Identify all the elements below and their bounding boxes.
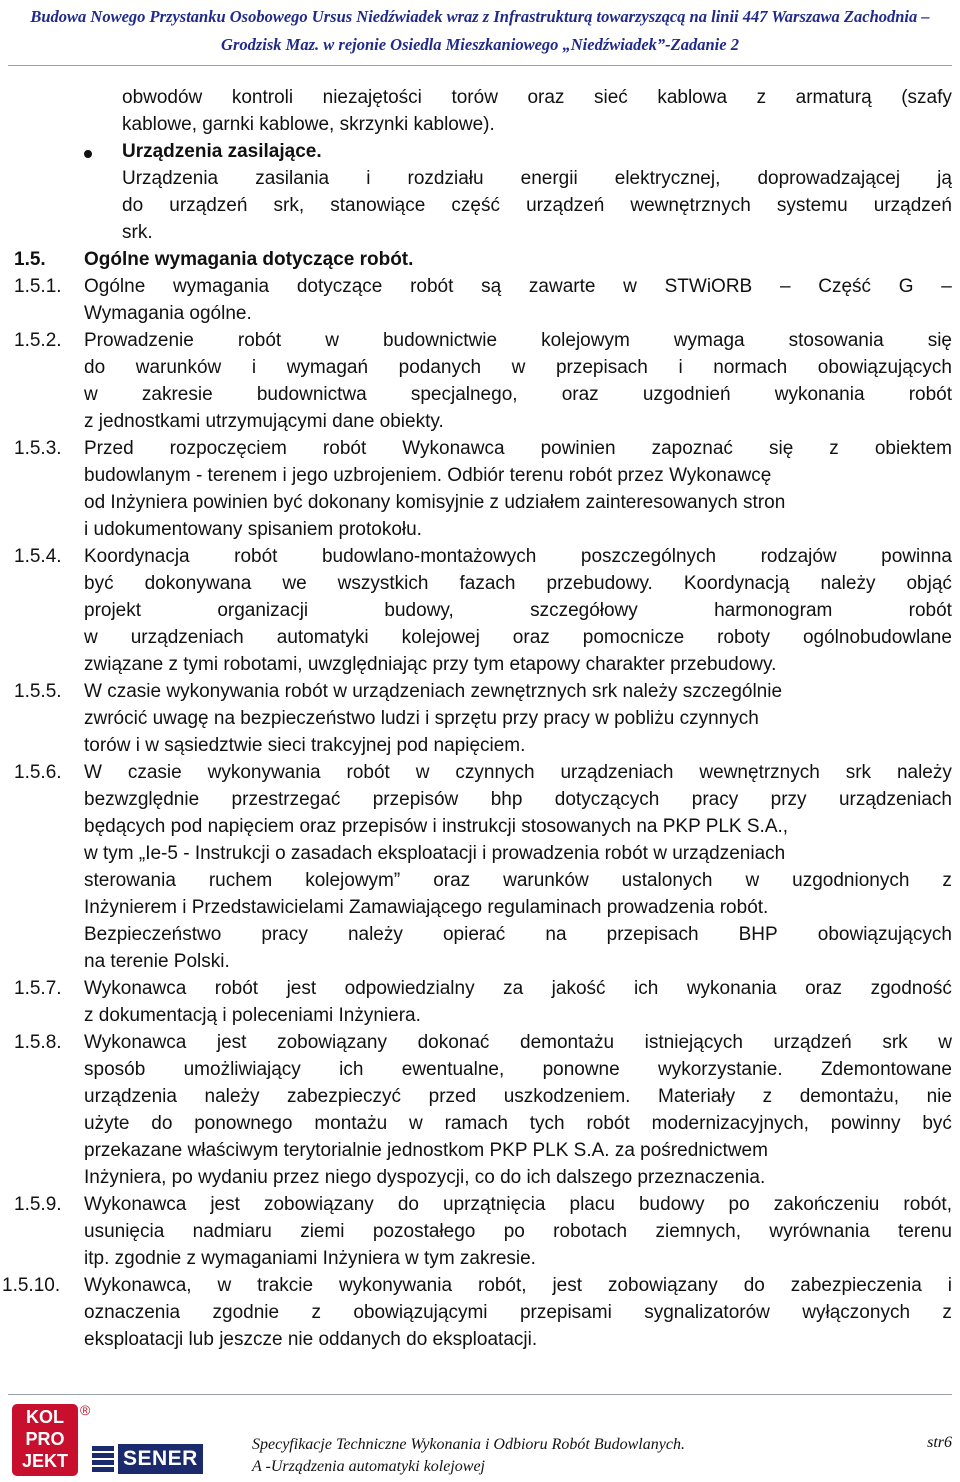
section-number: 1.5.5. — [14, 681, 62, 702]
line-text: Koordynacja robót budowlano-montażowych poszczególnych rodzajów powinna — [84, 546, 952, 567]
section-number: 1.5.6. — [14, 762, 62, 783]
text-line — [0, 1326, 960, 1353]
line-text: bezwzględnie przestrzegać przepisów bhp dotyczących pracy przy urządzeniach — [84, 789, 952, 810]
section-number: 1.5.7. — [14, 978, 62, 999]
text-line — [0, 165, 960, 192]
section-number: 1.5.2. — [14, 330, 62, 351]
line-text: Ogólne wymagania dotyczące robót są zawarte w STWiORB – Część G – — [84, 276, 952, 297]
section-line — [0, 246, 960, 273]
line-text: kablowe, garnki kablowe, skrzynki kablowe). — [122, 114, 495, 135]
footer-divider — [8, 1394, 952, 1395]
text-line — [0, 219, 960, 246]
line-text: srk. — [122, 222, 153, 243]
document-body — [0, 84, 960, 1353]
line-text: Wykonawca robót jest odpowiedzialny za jakość ich wykonania oraz zgodność — [84, 978, 952, 999]
section-line — [0, 678, 960, 705]
text-line — [0, 1164, 960, 1191]
section-number: 1.5.8. — [14, 1032, 62, 1053]
line-text: do warunków i wymagań podanych w przepisach i normach obowiązujących — [84, 357, 952, 378]
footer-text — [252, 1434, 685, 1478]
section-number: 1.5.10. — [2, 1275, 61, 1296]
header-line-2: Grodzisk Maz. w rejonie Osiedla Mieszkaniowego „Niedźwiadek”-Zadanie 2 — [221, 35, 739, 54]
text-line — [0, 570, 960, 597]
line-text: Prowadzenie robót w budownictwie kolejowym wymaga stosowania się — [84, 330, 952, 351]
line-text: itp. zgodnie z wymaganiami Inżyniera w tym zakresie. — [84, 1248, 536, 1269]
line-text: Urządzenia zasilające. — [122, 141, 322, 162]
text-line — [0, 786, 960, 813]
header-line-1: Budowa Nowego Przystanku Osobowego Ursus Niedźwiadek wraz z Infrastrukturą towarzyszącą na linii 447 Warszawa Zachodnia – — [30, 7, 930, 26]
section-line — [0, 273, 960, 300]
section-number: 1.5.9. — [14, 1194, 62, 1215]
line-text: w tym „Ie-5 - Instrukcji o zasadach eksploatacji i prowadzenia robót w urządzeniach — [84, 843, 786, 864]
text-line — [0, 354, 960, 381]
footer-line-1: Specyfikacje Techniczne Wykonania i Odbioru Robót Budowlanych. — [252, 1436, 685, 1453]
text-line — [0, 192, 960, 219]
text-line — [0, 732, 960, 759]
page-header — [0, 0, 960, 59]
registered-mark: ® — [80, 1402, 91, 1418]
text-line — [0, 840, 960, 867]
text-line — [0, 138, 960, 165]
text-line — [0, 111, 960, 138]
line-text: urządzenia należy zabezpieczyć przed uszkodzeniem. Materiały z demontażu, nie — [84, 1086, 952, 1107]
line-text: Wykonawca jest zobowiązany dokonać demontażu istniejących urządzeń srk w — [84, 1032, 952, 1053]
line-text: na terenie Polski. — [84, 951, 230, 972]
section-line — [0, 1272, 960, 1299]
section-line — [0, 327, 960, 354]
text-line — [0, 1218, 960, 1245]
text-line — [0, 1002, 960, 1029]
line-text: będących pod napięciem oraz przepisów i instrukcji stosowanych na PKP PLK S.A., — [84, 816, 789, 837]
text-line — [0, 651, 960, 678]
line-text: eksploatacji lub jeszcze nie oddanych do eksploatacji. — [84, 1329, 538, 1350]
kolprojekt-logo: KOL PRO JEKT — [12, 1404, 78, 1476]
line-text: Przed rozpoczęciem robót Wykonawca powinien zapoznać się z obiektem — [84, 438, 952, 459]
line-text: z dokumentacją i poleceniami Inżyniera. — [84, 1005, 421, 1026]
line-text: budowlanym - terenem i jego uzbrojeniem. Odbiór terenu robót przez Wykonawcę — [84, 465, 772, 486]
text-line — [0, 1137, 960, 1164]
line-text: Wymagania ogólne. — [84, 303, 252, 324]
sener-logo-text: SENER — [118, 1444, 203, 1474]
text-line — [0, 867, 960, 894]
line-text: projekt organizacji budowy, szczegółowy harmonogram robót — [84, 600, 952, 621]
sener-mark-icon — [92, 1446, 114, 1472]
line-text: z jednostkami utrzymującymi dane obiekty. — [84, 411, 444, 432]
line-text: sposób umożliwiający ich ewentualne, ponowne wykorzystanie. Zdemontowane — [84, 1059, 952, 1080]
text-line — [0, 894, 960, 921]
bullet-icon — [84, 150, 92, 158]
line-text: od Inżyniera powinien być dokonany komisyjnie z udziałem zainteresowanych stron — [84, 492, 786, 513]
line-text: i udokumentowany spisaniem protokołu. — [84, 519, 422, 540]
footer-line-2: A -Urządzenia automatyki kolejowej — [252, 1458, 485, 1475]
line-text: w zakresie budownictwa specjalnego, oraz uzgodnień wykonania robót — [84, 384, 952, 405]
text-line — [0, 1110, 960, 1137]
line-text: sterowania ruchem kolejowym” oraz warunków ustalonych w uzgodnionych z — [84, 870, 952, 891]
text-line — [0, 84, 960, 111]
section-number: 1.5.4. — [14, 546, 62, 567]
text-line — [0, 1056, 960, 1083]
header-divider — [8, 65, 952, 66]
line-text: Wykonawca jest zobowiązany do uprzątnięcia placu budowy po zakończeniu robót, — [84, 1194, 952, 1215]
text-line — [0, 1299, 960, 1326]
section-line — [0, 543, 960, 570]
line-text: obwodów kontroli niezajętości torów oraz sieć kablowa z armaturą (szafy — [122, 87, 952, 108]
line-text: Inżyniera, po wydaniu przez niego dyspozycji, co do ich dalszego przeznaczenia. — [84, 1167, 766, 1188]
text-line — [0, 921, 960, 948]
line-text: związane z tymi robotami, uwzględniając przy tym etapowy charakter przebudowy. — [84, 654, 777, 675]
section-number: 1.5. — [14, 249, 46, 270]
text-line — [0, 1083, 960, 1110]
line-text: Wykonawca, w trakcie wykonywania robót, jest zobowiązany do zabezpieczenia i — [84, 1275, 952, 1296]
text-line — [0, 624, 960, 651]
line-text: użyte do ponownego montażu w ramach tych robót modernizacyjnych, powinny być — [84, 1113, 952, 1134]
section-line — [0, 435, 960, 462]
section-line — [0, 1029, 960, 1056]
section-line — [0, 975, 960, 1002]
text-line — [0, 705, 960, 732]
text-line — [0, 516, 960, 543]
section-line — [0, 1191, 960, 1218]
line-text: Inżynierem i Przedstawicielami Zamawiającego regulaminach prowadzenia robót. — [84, 897, 769, 918]
text-line — [0, 813, 960, 840]
line-text: Bezpieczeństwo pracy należy opierać na przepisach BHP obowiązujących — [84, 924, 952, 945]
line-text: W czasie wykonywania robót w urządzeniach zewnętrznych srk należy szczególnie — [84, 681, 783, 702]
text-line — [0, 597, 960, 624]
line-text: Urządzenia zasilania i rozdziału energii elektrycznej, doprowadzającej ją — [122, 168, 952, 189]
text-line — [0, 948, 960, 975]
line-text: torów i w sąsiedztwie sieci trakcyjnej pod napięciem. — [84, 735, 526, 756]
section-number: 1.5.3. — [14, 438, 62, 459]
text-line — [0, 462, 960, 489]
line-text: w urządzeniach automatyki kolejowej oraz pomocnicze roboty ogólnobudowlane — [84, 627, 952, 648]
page-number: str6 — [927, 1434, 952, 1451]
section-line — [0, 759, 960, 786]
line-text: zwrócić uwagę na bezpieczeństwo ludzi i sprzętu przy pracy w pobliżu czynnych — [84, 708, 759, 729]
line-text: Ogólne wymagania dotyczące robót. — [84, 249, 414, 270]
text-line — [0, 408, 960, 435]
text-line — [0, 300, 960, 327]
text-line — [0, 489, 960, 516]
text-line — [0, 1245, 960, 1272]
section-number: 1.5.1. — [14, 276, 62, 297]
line-text: przekazane właściwym terytorialnie jednostkom PKP PLK S.A. za pośrednictwem — [84, 1140, 768, 1161]
line-text: usunięcia nadmiaru ziemi pozostałego po robotach ziemnych, wyrównania terenu — [84, 1221, 952, 1242]
line-text: W czasie wykonywania robót w czynnych urządzeniach wewnętrznych srk należy — [84, 762, 952, 783]
line-text: do urządzeń srk, stanowiące część urządzeń wewnętrznych systemu urządzeń — [122, 195, 952, 216]
line-text: oznaczenia zgodnie z obowiązującymi przepisami sygnalizatorów wyłączonych z — [84, 1302, 952, 1323]
text-line — [0, 381, 960, 408]
sener-logo — [92, 1444, 218, 1474]
line-text: być dokonywana we wszystkich fazach przebudowy. Koordynacją należy objąć — [84, 573, 952, 594]
